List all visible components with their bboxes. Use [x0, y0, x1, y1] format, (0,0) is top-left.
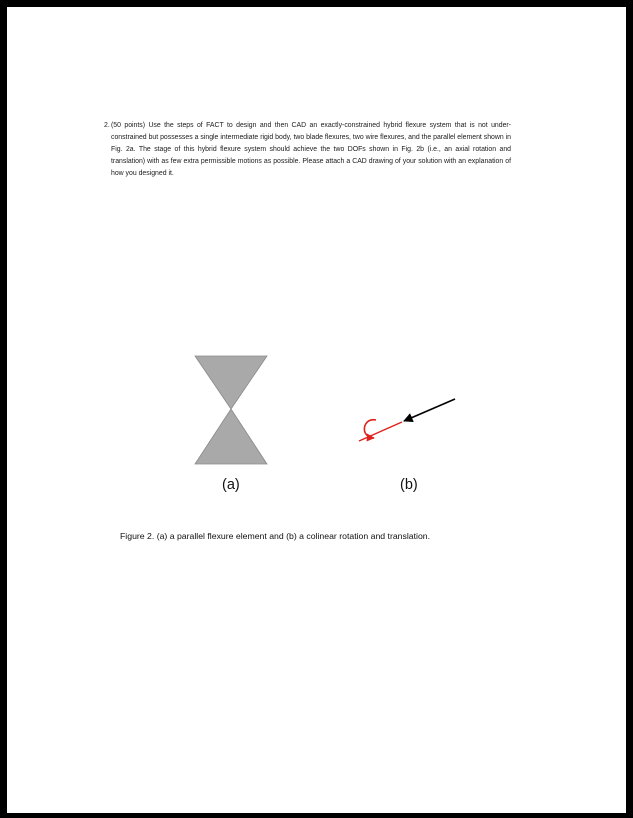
flexure-bottom-triangle [195, 409, 267, 464]
translation-arrow-icon [404, 399, 455, 421]
figure-caption: Figure 2. (a) a parallel flexure element and (b) a colinear rotation and translation. [120, 531, 431, 541]
parallel-flexure-figure [187, 347, 297, 472]
problem-statement [104, 120, 511, 180]
rotation-translation-figure [347, 389, 457, 449]
rotation-arrow-icon [364, 420, 376, 438]
problem-number: 2. [104, 122, 110, 129]
figure-a-label: (a) [222, 477, 240, 493]
document-page [7, 7, 626, 813]
problem-text: (50 points) Use the steps of FACT to design and then CAD an exactly-constrained hybrid flexure system that is not under-constrained but possesses a single intermediate rigid body, two blade flexures, two wire flexures, and the parallel element shown in Fig. 2a. The stage of this hybrid flexure system should achieve the two DOFs shown in Fig. 2b (i.e., an axial rotation and translation) with as few extra permissible motions as possible. Please attach a CAD drawing of your solution with an explanation of how you designed it. [111, 122, 511, 178]
flexure-top-triangle [195, 356, 267, 409]
figure-b-label: (b) [400, 477, 418, 493]
